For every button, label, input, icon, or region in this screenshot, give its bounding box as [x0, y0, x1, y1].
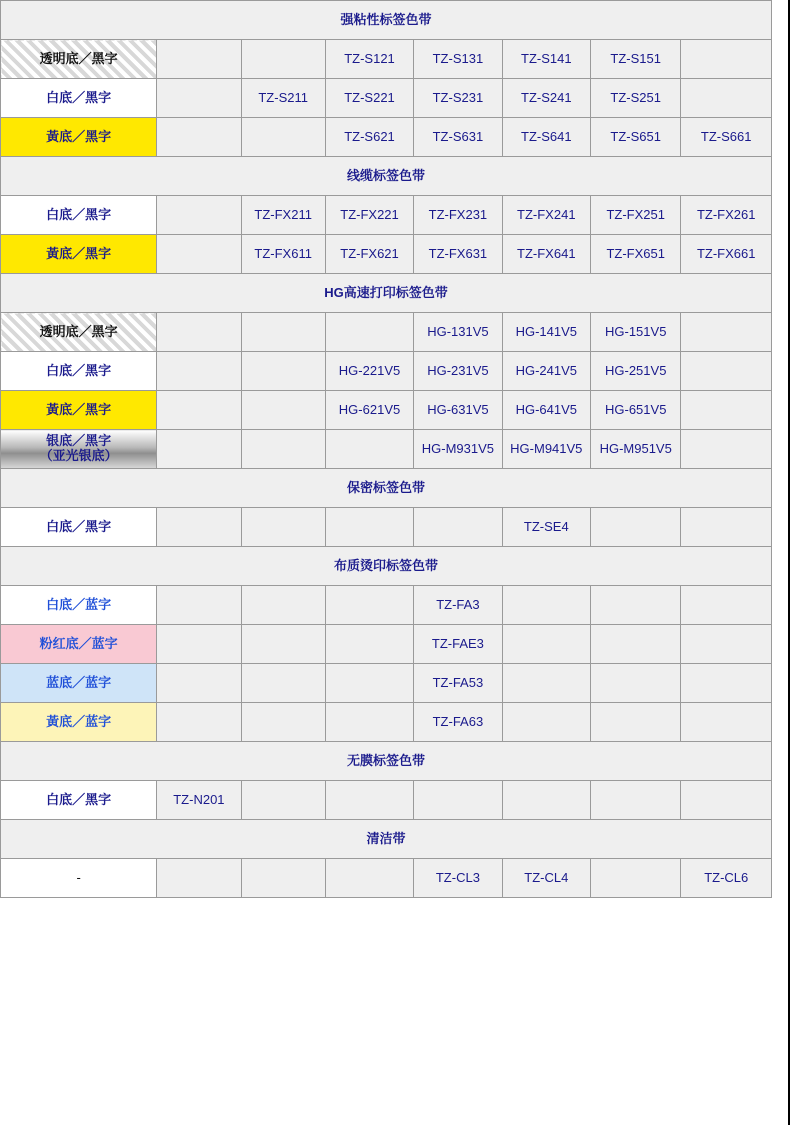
row-label-swatch: 蓝底／蓝字	[1, 664, 157, 703]
empty-cell	[681, 430, 772, 469]
empty-cell	[325, 625, 413, 664]
tape-code-cell: TZ-FX611	[241, 235, 325, 274]
tape-code-cell: TZ-FX231	[414, 196, 502, 235]
section-title: 保密标签色带	[1, 469, 772, 508]
section-header-row	[1, 274, 772, 313]
row-label-swatch: 黃底／黑字	[1, 235, 157, 274]
empty-cell	[241, 508, 325, 547]
section-title: 清洁带	[1, 820, 772, 859]
empty-cell	[241, 703, 325, 742]
empty-cell	[157, 235, 241, 274]
section-title: 线缆标签色带	[1, 157, 772, 196]
tape-code-cell: TZ-S141	[502, 40, 590, 79]
tape-code-cell: HG-M931V5	[414, 430, 502, 469]
empty-cell	[241, 664, 325, 703]
empty-cell	[325, 664, 413, 703]
empty-cell	[414, 508, 502, 547]
tape-code-cell: TZ-FX261	[681, 196, 772, 235]
tape-code-cell: TZ-S241	[502, 79, 590, 118]
empty-cell	[681, 313, 772, 352]
empty-cell	[241, 859, 325, 898]
empty-cell	[157, 586, 241, 625]
empty-cell	[157, 391, 241, 430]
section-title: HG高速打印标签色带	[1, 274, 772, 313]
empty-cell	[325, 313, 413, 352]
empty-cell	[241, 391, 325, 430]
empty-cell	[241, 586, 325, 625]
tape-code-cell: HG-641V5	[502, 391, 590, 430]
row-label-swatch: 黃底／黑字	[1, 118, 157, 157]
tape-code-cell: HG-M951V5	[590, 430, 680, 469]
empty-cell	[681, 781, 772, 820]
empty-cell	[325, 859, 413, 898]
empty-cell	[681, 703, 772, 742]
tape-code-cell: TZ-SE4	[502, 508, 590, 547]
section-title: 布质烫印标签色带	[1, 547, 772, 586]
tape-code-cell: TZ-FX251	[590, 196, 680, 235]
empty-cell	[681, 625, 772, 664]
tape-code-cell: TZ-S151	[590, 40, 680, 79]
tape-code-cell: TZ-S661	[681, 118, 772, 157]
empty-cell	[325, 586, 413, 625]
table-row	[1, 781, 772, 820]
empty-cell	[681, 352, 772, 391]
section-header-row	[1, 469, 772, 508]
empty-cell	[157, 313, 241, 352]
row-label-line: 银底／黑字	[46, 433, 112, 449]
empty-cell	[681, 391, 772, 430]
table-row	[1, 235, 772, 274]
empty-cell	[157, 664, 241, 703]
tape-code-cell: HG-621V5	[325, 391, 413, 430]
tape-code-cell: TZ-FX661	[681, 235, 772, 274]
tape-code-cell: TZ-S251	[590, 79, 680, 118]
tape-code-cell: TZ-CL6	[681, 859, 772, 898]
empty-cell	[241, 430, 325, 469]
empty-cell	[157, 508, 241, 547]
empty-cell	[157, 40, 241, 79]
empty-cell	[157, 352, 241, 391]
tape-code-cell: HG-231V5	[414, 352, 502, 391]
empty-cell	[502, 586, 590, 625]
empty-cell	[325, 703, 413, 742]
empty-cell	[681, 508, 772, 547]
empty-cell	[157, 430, 241, 469]
table-row	[1, 703, 772, 742]
tape-code-cell: HG-221V5	[325, 352, 413, 391]
tape-code-cell: TZ-CL3	[414, 859, 502, 898]
empty-cell	[157, 625, 241, 664]
empty-cell	[157, 703, 241, 742]
empty-cell	[325, 430, 413, 469]
tape-code-cell: TZ-S651	[590, 118, 680, 157]
tape-code-cell: HG-151V5	[590, 313, 680, 352]
table-body	[1, 1, 772, 898]
section-header-row	[1, 1, 772, 40]
section-title: 强粘性标签色带	[1, 1, 772, 40]
tape-code-cell: TZ-FX241	[502, 196, 590, 235]
row-label-swatch: 粉红底／蓝字	[1, 625, 157, 664]
empty-cell	[241, 313, 325, 352]
table-row	[1, 664, 772, 703]
empty-cell	[590, 664, 680, 703]
table-row	[1, 196, 772, 235]
empty-cell	[502, 781, 590, 820]
row-label-swatch	[1, 430, 157, 469]
section-header-row	[1, 742, 772, 781]
table-row	[1, 859, 772, 898]
row-label-line: （亚光银底）	[39, 448, 118, 463]
tape-code-cell: HG-651V5	[590, 391, 680, 430]
tape-code-cell: TZ-FX631	[414, 235, 502, 274]
table-row	[1, 40, 772, 79]
empty-cell	[590, 703, 680, 742]
empty-cell	[241, 781, 325, 820]
tape-code-cell: TZ-N201	[157, 781, 241, 820]
tape-code-cell: TZ-S641	[502, 118, 590, 157]
tape-code-cell: TZ-FA63	[414, 703, 502, 742]
row-label-swatch: 黃底／黑字	[1, 391, 157, 430]
table-row	[1, 118, 772, 157]
empty-cell	[325, 781, 413, 820]
empty-cell	[681, 79, 772, 118]
table-row	[1, 586, 772, 625]
row-label-swatch: 透明底／黑字	[1, 313, 157, 352]
tape-code-cell: TZ-FX221	[325, 196, 413, 235]
empty-cell	[590, 781, 680, 820]
empty-cell	[241, 352, 325, 391]
row-label-swatch: 白底／黑字	[1, 79, 157, 118]
empty-cell	[241, 40, 325, 79]
row-label-swatch: 透明底／黑字	[1, 40, 157, 79]
tape-code-cell: TZ-FX651	[590, 235, 680, 274]
empty-cell	[681, 664, 772, 703]
table-row	[1, 79, 772, 118]
row-label-swatch: 白底／黑字	[1, 196, 157, 235]
section-title: 无膜标签色带	[1, 742, 772, 781]
tape-code-cell: HG-631V5	[414, 391, 502, 430]
row-label-swatch: 白底／黑字	[1, 352, 157, 391]
tape-code-cell: TZ-FA53	[414, 664, 502, 703]
empty-cell	[414, 781, 502, 820]
section-header-row	[1, 820, 772, 859]
empty-cell	[502, 703, 590, 742]
table-row	[1, 352, 772, 391]
table-row	[1, 508, 772, 547]
tape-code-cell: TZ-FX211	[241, 196, 325, 235]
empty-cell	[590, 586, 680, 625]
tape-code-cell: TZ-FX621	[325, 235, 413, 274]
row-label-swatch: 白底／蓝字	[1, 586, 157, 625]
empty-cell	[325, 508, 413, 547]
row-label-swatch: 白底／黑字	[1, 781, 157, 820]
tape-code-cell: HG-131V5	[414, 313, 502, 352]
row-label-swatch: 白底／黑字	[1, 508, 157, 547]
tape-code-cell: TZ-CL4	[502, 859, 590, 898]
tape-code-cell: TZ-FX641	[502, 235, 590, 274]
tape-code-cell: TZ-S221	[325, 79, 413, 118]
tape-code-cell: HG-M941V5	[502, 430, 590, 469]
table-row	[1, 430, 772, 469]
empty-cell	[502, 625, 590, 664]
tape-code-cell: HG-141V5	[502, 313, 590, 352]
empty-cell	[502, 664, 590, 703]
tape-code-cell: HG-251V5	[590, 352, 680, 391]
empty-cell	[157, 196, 241, 235]
empty-cell	[681, 40, 772, 79]
empty-cell	[157, 79, 241, 118]
tape-code-cell: TZ-S121	[325, 40, 413, 79]
tape-code-cell: TZ-S231	[414, 79, 502, 118]
empty-cell	[590, 625, 680, 664]
row-label-swatch: 黃底／蓝字	[1, 703, 157, 742]
row-label-swatch: -	[1, 859, 157, 898]
tape-code-cell: TZ-FA3	[414, 586, 502, 625]
empty-cell	[681, 586, 772, 625]
tape-code-cell: TZ-S131	[414, 40, 502, 79]
table-row	[1, 391, 772, 430]
empty-cell	[157, 118, 241, 157]
tape-code-cell: TZ-S621	[325, 118, 413, 157]
empty-cell	[241, 118, 325, 157]
section-header-row	[1, 157, 772, 196]
table-row	[1, 625, 772, 664]
empty-cell	[590, 859, 680, 898]
empty-cell	[590, 508, 680, 547]
tape-code-cell: TZ-FAE3	[414, 625, 502, 664]
tape-code-cell: TZ-S631	[414, 118, 502, 157]
tape-code-cell: TZ-S211	[241, 79, 325, 118]
tape-code-cell: HG-241V5	[502, 352, 590, 391]
empty-cell	[241, 625, 325, 664]
section-header-row	[1, 547, 772, 586]
empty-cell	[157, 859, 241, 898]
table-row	[1, 313, 772, 352]
